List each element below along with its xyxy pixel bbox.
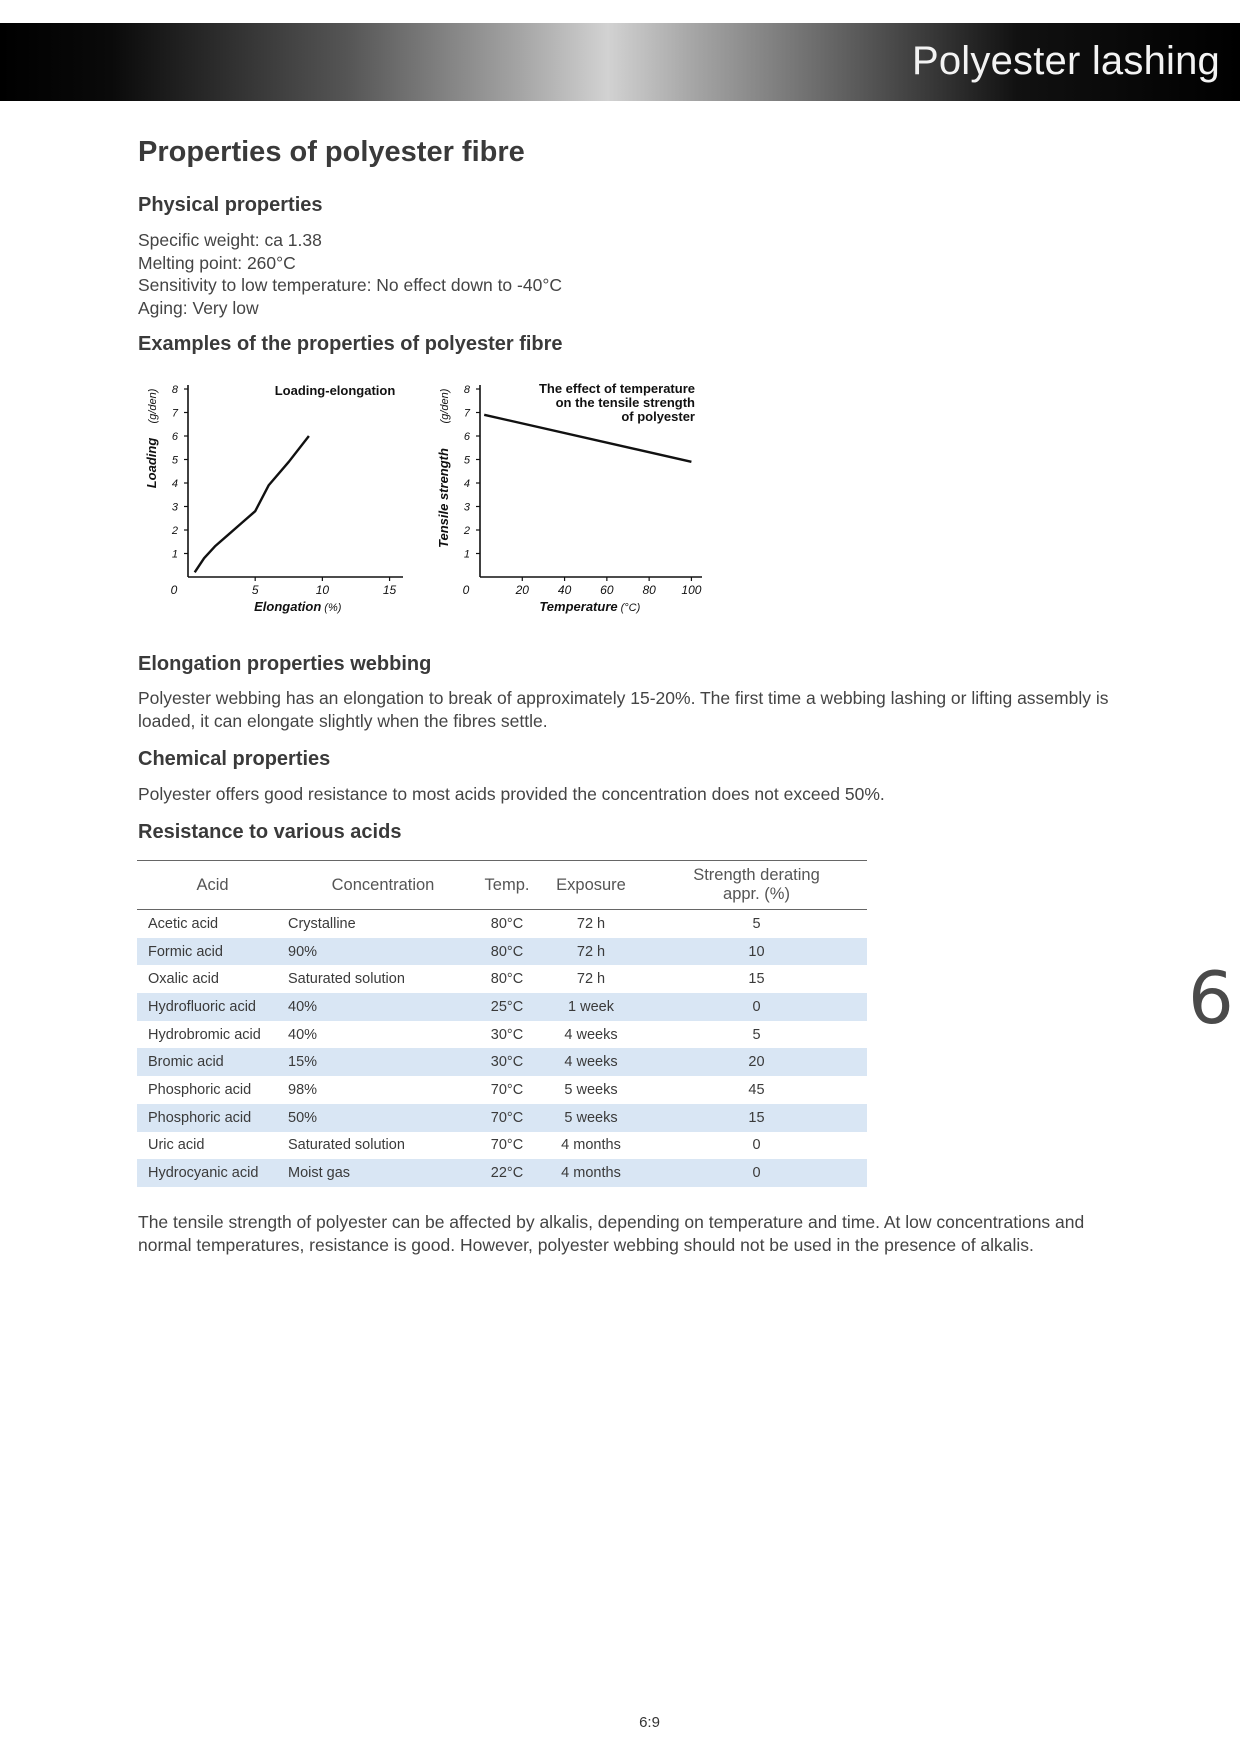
chart-2-y-tick-label: 5 — [463, 454, 470, 467]
chart-2-x-tick-label: 20 — [515, 583, 529, 597]
table-cell: 72 h — [576, 915, 606, 932]
chemical-heading: Chemical properties — [138, 748, 331, 770]
table-cell: 1 week — [536, 993, 646, 1021]
chart-1-x-tick-label: 5 — [251, 583, 259, 597]
chart-1-y-tick-label: 7 — [171, 407, 178, 420]
table-row — [137, 1076, 867, 1104]
table-cell: 0 — [646, 993, 867, 1021]
chart-2-y-axis-label-group — [436, 388, 451, 548]
table-cell: 98% — [288, 1081, 318, 1098]
table-cell: 15% — [288, 1048, 478, 1076]
table-cell: 5 — [752, 1026, 761, 1043]
chart-1-y-tick-label: 5 — [171, 454, 178, 467]
table-cell: 30°C — [478, 1048, 536, 1076]
chart-1-x-tick-label: 0 — [170, 583, 178, 597]
chart-2-x-tick-label: 80 — [642, 583, 656, 597]
chart-1-y-tick-label: 6 — [171, 431, 178, 443]
page-number: 6:9 — [639, 1714, 660, 1731]
table-cell: 0 — [752, 1137, 761, 1154]
table-cell: Hydrofluoric acid — [137, 993, 288, 1021]
chart-2-x-tick-label: 40 — [557, 583, 572, 597]
table-cell: 10 — [646, 938, 867, 966]
table-cell: 40% — [288, 993, 478, 1021]
table-cell: Acetic acid — [148, 915, 219, 932]
elongation-heading: Elongation properties webbing — [138, 653, 432, 675]
column-header-text: Strength derating appr. (%) — [693, 866, 820, 903]
table-cell: Bromic acid — [137, 1048, 288, 1076]
table-row — [137, 1104, 867, 1132]
column-header: Exposure — [536, 861, 646, 910]
chart-1-y-tick-label: 1 — [171, 548, 178, 561]
page-title: Properties of polyester fibre — [138, 136, 525, 168]
table-cell: 40% — [288, 1026, 318, 1043]
table-cell: 4 months — [561, 1137, 621, 1154]
table-cell: 25°C — [478, 993, 536, 1021]
chart-1-x-axis-label: Elongation — [254, 599, 322, 614]
chart-2-x-axis-unit: (°C) — [620, 602, 641, 614]
chart-1-y-tick-label: 2 — [171, 525, 178, 537]
table-header-row — [137, 861, 867, 910]
page-content — [138, 136, 1118, 1255]
chart-2-x-axis-label: Temperature — [539, 599, 618, 614]
table-cell: 4 weeks — [564, 1026, 618, 1043]
chart-2-x-tick-label: 0 — [462, 583, 470, 597]
table-cell: 90% — [288, 938, 478, 966]
acids-heading: Resistance to various acids — [138, 821, 402, 843]
table-cell: Uric acid — [148, 1137, 205, 1154]
chart-1-x-tick-label: 10 — [315, 583, 330, 597]
physical-properties-list — [138, 229, 562, 319]
table-cell: 80°C — [478, 938, 536, 966]
table-cell: Hydrobromic acid — [148, 1026, 261, 1043]
chart-1-y-axis-unit: (g/den) — [147, 388, 159, 424]
table-cell: 4 weeks — [536, 1048, 646, 1076]
table-cell: 0 — [646, 1159, 867, 1187]
alkali-text: The tensile strength of polyester can be affected by alkalis, depending on temperature and time. At low concentrations and normal temperatures, resistance is good. However, polyester webbing should not be used in the presence of alkalis. — [138, 1212, 1085, 1255]
table-cell: 70°C — [478, 1104, 536, 1132]
table-cell: Phosphoric acid — [148, 1081, 252, 1098]
table-cell: 70°C — [490, 1137, 524, 1154]
table-cell: 5 weeks — [564, 1081, 618, 1098]
chart-2-y-tick-label: 8 — [463, 384, 470, 396]
table-cell: 4 months — [536, 1159, 646, 1187]
header-banner — [0, 23, 1240, 101]
table-row — [137, 1048, 867, 1076]
table-row — [137, 965, 867, 993]
chart-2-y-axis-label: Tensile strength — [436, 448, 451, 548]
chart-2-x-tick-label: 100 — [681, 583, 702, 597]
table-cell: 22°C — [478, 1159, 536, 1187]
table-row — [137, 938, 867, 966]
chart-2-x-tick-label: 60 — [600, 583, 614, 597]
table-cell: 15 — [748, 971, 765, 988]
table-row — [137, 1132, 867, 1160]
section-number: 6 — [1188, 956, 1234, 1040]
chart-2-y-tick-label: 1 — [463, 548, 470, 561]
table-cell: Crystalline — [288, 915, 356, 932]
table-cell: 80°C — [490, 915, 524, 932]
elongation-text: Polyester webbing has an elongation to break of approximately 15-20%. The first time a webbing lashing or lifting assembly is loaded, it can elongate slightly when the fibres settle. — [138, 688, 1109, 731]
chart-1-title: Loading-elongation — [274, 383, 396, 398]
column-header: Concentration — [288, 861, 478, 910]
table-row — [137, 910, 867, 938]
table-cell: Moist gas — [288, 1159, 478, 1187]
table-cell: 15 — [646, 1104, 867, 1132]
table-cell: 20 — [646, 1048, 867, 1076]
table-cell: Saturated solution — [288, 971, 405, 988]
table-cell: 80°C — [490, 971, 524, 988]
table-cell: 5 weeks — [536, 1104, 646, 1132]
table-row — [137, 1021, 867, 1049]
chart-2-y-tick-label: 2 — [463, 525, 470, 537]
column-header — [646, 861, 867, 910]
physical-line: Specific weight: ca 1.38 — [138, 230, 322, 250]
chart-1-y-tick-label: 4 — [171, 478, 178, 490]
physical-line: Sensitivity to low temperature: No effect down to -40°C — [138, 275, 562, 295]
table-cell: 72 h — [576, 971, 606, 988]
table-cell: Hydrocyanic acid — [137, 1159, 288, 1187]
chart-2-title-line: of polyester — [621, 409, 695, 424]
chart-2-y-tick-label: 4 — [463, 478, 470, 490]
examples-heading: Examples of the properties of polyester fibre — [138, 333, 563, 355]
acid-resistance-table — [137, 860, 867, 1187]
table-cell: 45 — [748, 1081, 765, 1098]
table-cell: 5 — [752, 915, 761, 932]
chart-2-y-tick-label: 3 — [463, 501, 470, 514]
chart-1-x-axis-unit: (%) — [324, 602, 342, 614]
physical-line: Aging: Very low — [138, 297, 259, 318]
column-header: Acid — [137, 861, 288, 910]
table-cell: Phosphoric acid — [137, 1104, 288, 1132]
chart-2-title-line: The effect of temperature — [538, 381, 695, 396]
table-cell: Saturated solution — [288, 1137, 405, 1154]
chart-2-title-line: on the tensile strength — [555, 395, 695, 410]
charts-figure — [138, 376, 718, 676]
chart-2-y-tick-label: 6 — [463, 431, 470, 443]
chart-1-x-tick-label: 15 — [382, 583, 397, 597]
column-header: Temp. — [478, 861, 536, 910]
table-row — [137, 993, 867, 1021]
banner-title: Polyester lashing — [911, 39, 1220, 83]
table-cell: 30°C — [490, 1026, 524, 1043]
chart-2-y-tick-label: 7 — [463, 407, 470, 420]
table-row — [137, 1159, 867, 1187]
table-cell: 70°C — [490, 1081, 524, 1098]
table-cell: Formic acid — [137, 938, 288, 966]
chart-1-y-axis-label: Loading — [144, 437, 159, 489]
chart-1-y-axis-label-group — [144, 388, 159, 488]
chart-2-y-axis-unit: (g/den) — [439, 388, 451, 424]
physical-line: Melting point: 260°C — [138, 252, 296, 273]
chemical-text: Polyester offers good resistance to most acids provided the concentration does not exceed 50%. — [138, 784, 885, 804]
chart-1-y-tick-label: 3 — [171, 501, 178, 514]
chart-1-series-line — [195, 436, 309, 572]
table-cell: Oxalic acid — [148, 971, 219, 988]
physical-heading: Physical properties — [138, 194, 323, 216]
table-cell: 72 h — [536, 938, 646, 966]
table-cell: 50% — [288, 1104, 478, 1132]
chart-1-y-tick-label: 8 — [171, 384, 178, 396]
